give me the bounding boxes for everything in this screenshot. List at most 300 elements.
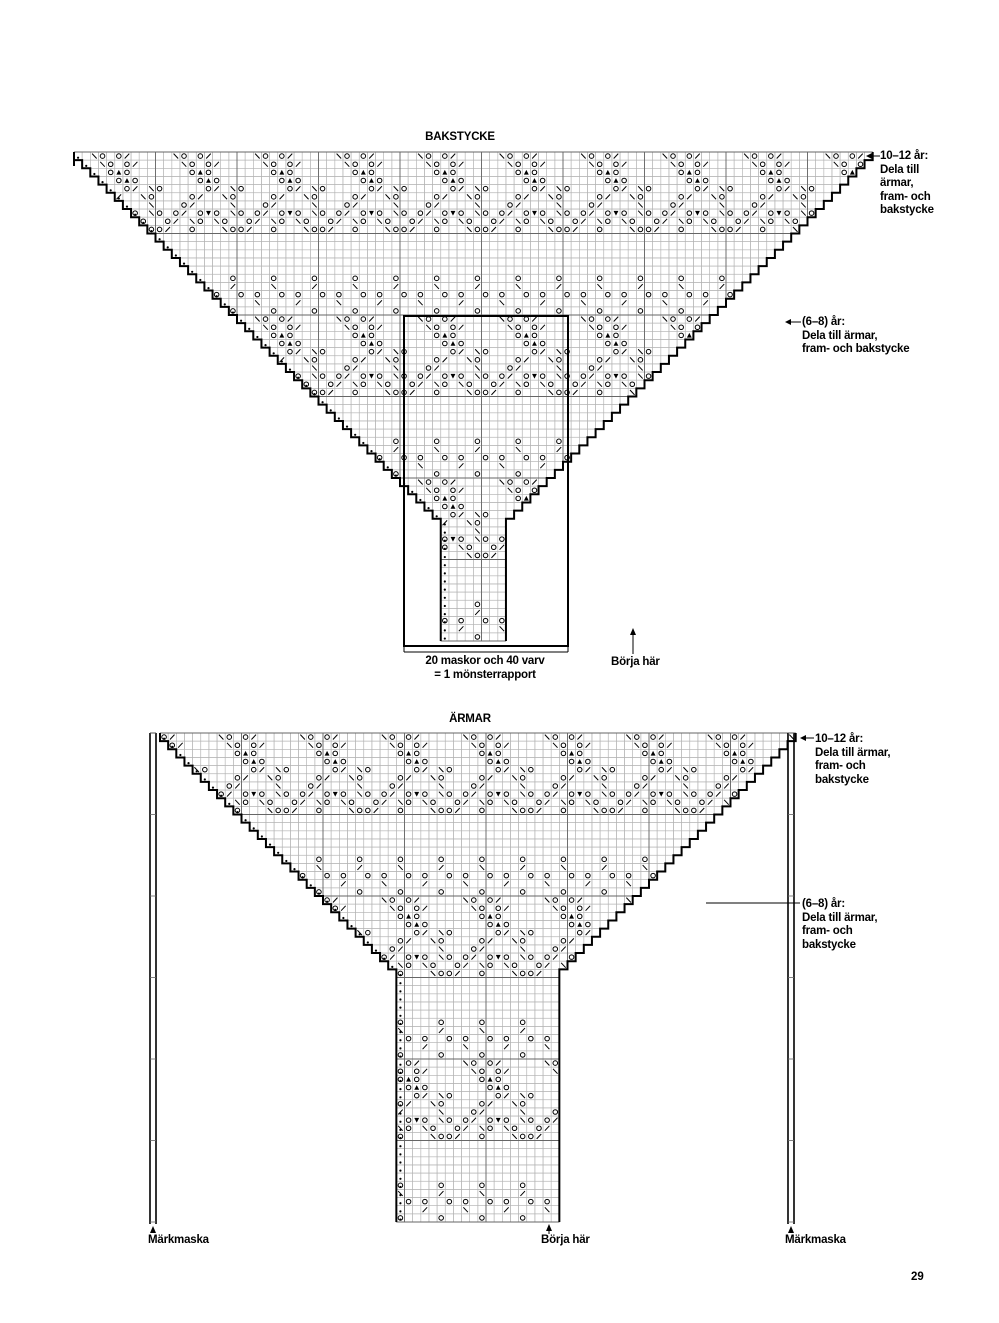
grid-cell <box>396 912 404 920</box>
ssk-backslash <box>540 382 545 387</box>
grid-cell <box>433 168 441 176</box>
ssk-backslash <box>100 162 105 167</box>
grid-cell <box>490 592 498 600</box>
grid-cell <box>690 823 698 831</box>
grid-cell <box>604 364 612 372</box>
yarn-over-circle <box>394 227 399 232</box>
grid-cell <box>555 217 563 225</box>
grid-cell <box>530 470 538 478</box>
yarn-over-circle <box>263 154 268 159</box>
double-decrease-down-triangle <box>777 211 782 216</box>
grid-cell <box>457 282 465 290</box>
grid-cell <box>482 388 490 396</box>
grid-cell <box>514 462 522 470</box>
grid-cell <box>176 733 184 741</box>
grid-cell <box>470 749 478 757</box>
grid-cell <box>294 364 302 372</box>
ssk-backslash <box>263 325 268 330</box>
grid-cell <box>421 945 429 953</box>
grid-cell <box>568 872 576 880</box>
grid-cell <box>498 160 506 168</box>
grid-cell <box>579 356 587 364</box>
grid-cell <box>628 176 636 184</box>
grid-cell <box>568 798 576 806</box>
edge-dot <box>444 540 446 542</box>
yarn-over-circle <box>353 390 358 395</box>
grid-cell <box>608 839 616 847</box>
grid-cell <box>315 823 323 831</box>
yarn-over-circle <box>239 292 244 297</box>
grid-cell <box>433 291 441 299</box>
edge-dot <box>85 165 87 167</box>
grid-cell <box>367 160 375 168</box>
grid-cell <box>364 790 372 798</box>
grid-cell <box>457 176 465 184</box>
yarn-over-circle <box>198 154 203 159</box>
grid-cell <box>433 462 441 470</box>
grid-cell <box>465 429 473 437</box>
grid-cell <box>204 185 212 193</box>
grid-cell <box>714 806 722 814</box>
grid-cell <box>237 209 245 217</box>
grid-cell <box>470 912 478 920</box>
grid-cell <box>453 920 461 928</box>
grid-cell <box>498 454 506 462</box>
grid-cell <box>188 152 196 160</box>
grid-cell <box>653 209 661 217</box>
k2tog-slash <box>720 284 725 289</box>
grid-cell <box>347 920 355 928</box>
grid-cell <box>714 798 722 806</box>
grid-cell <box>641 815 649 823</box>
grid-cell <box>172 250 180 258</box>
grid-cell <box>490 445 498 453</box>
grid-cell <box>172 225 180 233</box>
grid-cell <box>514 348 522 356</box>
yarn-over-circle <box>532 186 537 191</box>
grid-cell <box>498 176 506 184</box>
grid-cell <box>221 274 229 282</box>
grid-cell <box>543 774 551 782</box>
grid-cell <box>579 437 587 445</box>
grid-cell <box>649 766 657 774</box>
grid-cell <box>677 266 685 274</box>
grid-cell <box>759 234 767 242</box>
grid-cell <box>473 258 481 266</box>
grid-cell <box>392 470 400 478</box>
grid-cell <box>319 225 327 233</box>
grid-cell <box>816 152 824 160</box>
grid-cell <box>424 201 432 209</box>
grid-cell <box>307 847 315 855</box>
double-decrease-up-triangle <box>288 341 293 346</box>
grid-cell <box>571 445 579 453</box>
grid-cell <box>429 766 437 774</box>
yarn-over-circle <box>263 203 268 208</box>
ssk-backslash <box>760 219 765 224</box>
grid-cell <box>579 429 587 437</box>
double-decrease-up-triangle <box>605 170 610 175</box>
grid-cell <box>482 560 490 568</box>
grid-cell <box>522 160 530 168</box>
k2tog-slash <box>638 284 643 289</box>
grid-cell <box>319 217 327 225</box>
grid-cell <box>441 592 449 600</box>
double-decrease-up-triangle <box>288 178 293 183</box>
grid-cell <box>384 209 392 217</box>
grid-cell <box>196 201 204 209</box>
ssk-backslash <box>304 357 309 362</box>
grid-cell <box>693 217 701 225</box>
grid-cell <box>596 388 604 396</box>
grid-cell <box>486 1002 494 1010</box>
grid-cell <box>408 201 416 209</box>
grid-cell <box>522 445 530 453</box>
grid-cell <box>563 307 571 315</box>
grid-cell <box>408 454 416 462</box>
grid-cell <box>514 193 522 201</box>
grid-cell <box>543 806 551 814</box>
grid-cell <box>413 1002 421 1010</box>
grid-cell <box>302 250 310 258</box>
grid-cell <box>286 242 294 250</box>
k2tog-slash <box>418 219 423 224</box>
grid-cell <box>702 266 710 274</box>
grid-cell <box>759 225 767 233</box>
grid-cell <box>408 478 416 486</box>
grid-cell <box>319 176 327 184</box>
grid-cell <box>376 225 384 233</box>
grid-cell <box>612 193 620 201</box>
grid-cell <box>579 225 587 233</box>
ssk-backslash <box>663 154 668 159</box>
grid-cell <box>657 766 665 774</box>
grid-cell <box>641 823 649 831</box>
grid-cell <box>698 741 706 749</box>
grid-cell <box>449 413 457 421</box>
grid-cell <box>543 912 551 920</box>
grid-cell <box>494 904 502 912</box>
yarn-over-circle <box>483 618 488 623</box>
grid-cell <box>449 388 457 396</box>
grid-cell <box>543 872 551 880</box>
grid-cell <box>587 291 595 299</box>
grid-cell <box>278 291 286 299</box>
ssk-backslash <box>149 186 154 191</box>
grid-cell <box>462 782 470 790</box>
grid-cell <box>543 839 551 847</box>
grid-cell <box>657 839 665 847</box>
grid-cell <box>832 185 840 193</box>
grid-cell <box>625 855 633 863</box>
grid-cell <box>416 421 424 429</box>
grid-cell <box>424 152 432 160</box>
grid-cell <box>433 242 441 250</box>
grid-cell <box>323 823 331 831</box>
grid-cell <box>522 380 530 388</box>
grid-cell <box>388 815 396 823</box>
yarn-over-circle <box>426 203 431 208</box>
grid-cell <box>364 798 372 806</box>
grid-cell <box>286 234 294 242</box>
grid-cell <box>628 201 636 209</box>
grid-cell <box>462 815 470 823</box>
grid-cell <box>290 749 298 757</box>
k2tog-slash <box>133 186 138 191</box>
yarn-over-circle <box>711 219 716 224</box>
grid-cell <box>294 234 302 242</box>
grid-cell <box>364 815 372 823</box>
grid-cell <box>767 176 775 184</box>
grid-cell <box>530 274 538 282</box>
grid-cell <box>164 176 172 184</box>
grid-cell <box>633 847 641 855</box>
grid-cell <box>731 782 739 790</box>
grid-cell <box>351 323 359 331</box>
grid-cell <box>775 160 783 168</box>
grid-cell <box>669 176 677 184</box>
grid-cell <box>405 904 413 912</box>
grid-cell <box>453 1026 461 1034</box>
grid-cell <box>429 863 437 871</box>
grid-cell <box>470 1026 478 1034</box>
grid-cell <box>270 315 278 323</box>
grid-cell <box>282 806 290 814</box>
grid-cell <box>331 774 339 782</box>
grid-cell <box>356 855 364 863</box>
grid-cell <box>649 798 657 806</box>
grid-cell <box>502 855 510 863</box>
grid-cell <box>576 904 584 912</box>
grid-cell <box>579 201 587 209</box>
grid-cell <box>457 576 465 584</box>
grid-cell <box>600 839 608 847</box>
grid-cell <box>437 798 445 806</box>
yarn-over-circle <box>516 390 521 395</box>
grid-cell <box>482 462 490 470</box>
grid-cell <box>343 250 351 258</box>
grid-cell <box>645 168 653 176</box>
grid-cell <box>421 774 429 782</box>
yarn-over-circle <box>288 186 293 191</box>
grid-cell <box>453 896 461 904</box>
grid-cell <box>82 160 90 168</box>
grid-cell <box>384 152 392 160</box>
grid-cell <box>669 274 677 282</box>
grid-cell <box>408 364 416 372</box>
yarn-over-circle <box>443 455 448 460</box>
grid-cell <box>653 193 661 201</box>
grid-cell <box>188 209 196 217</box>
grid-cell <box>331 741 339 749</box>
grid-cell <box>547 380 555 388</box>
grid-cell <box>319 168 327 176</box>
grid-cell <box>677 185 685 193</box>
grid-cell <box>685 152 693 160</box>
grid-cell <box>400 274 408 282</box>
ssk-backslash <box>475 374 480 379</box>
grid-cell <box>502 1018 510 1026</box>
grid-cell <box>196 185 204 193</box>
grid-cell <box>376 209 384 217</box>
yarn-over-circle <box>214 211 219 216</box>
grid-cell <box>416 225 424 233</box>
grid-cell <box>347 896 355 904</box>
yarn-over-circle <box>149 195 154 200</box>
grid-cell <box>510 986 518 994</box>
grid-cell <box>351 315 359 323</box>
grid-cell <box>327 250 335 258</box>
grid-cell <box>559 920 567 928</box>
grid-cell <box>653 258 661 266</box>
grid-cell <box>282 741 290 749</box>
grid-cell <box>759 193 767 201</box>
yarn-over-circle <box>402 211 407 216</box>
edge-dot <box>395 474 397 476</box>
grid-cell <box>486 888 494 896</box>
grid-cell <box>441 445 449 453</box>
edge-dot <box>411 491 413 493</box>
grid-cell <box>620 291 628 299</box>
grid-cell <box>416 413 424 421</box>
ssk-backslash <box>581 317 586 322</box>
grid-cell <box>470 855 478 863</box>
grid-cell <box>816 176 824 184</box>
grid-cell <box>384 258 392 266</box>
grid-cell <box>685 266 693 274</box>
yarn-over-circle <box>157 227 162 232</box>
grid-cell <box>633 863 641 871</box>
ssk-backslash <box>337 317 342 322</box>
grid-cell <box>421 757 429 765</box>
grid-cell <box>494 945 502 953</box>
grid-cell <box>156 217 164 225</box>
yarn-over-circle <box>516 195 521 200</box>
k2tog-slash <box>214 162 219 167</box>
grid-cell <box>657 823 665 831</box>
grid-cell <box>530 168 538 176</box>
yarn-over-circle <box>524 154 529 159</box>
grid-cell <box>669 282 677 290</box>
grid-cell <box>527 1018 535 1026</box>
k2tog-slash <box>165 227 170 232</box>
yarn-over-circle <box>418 455 423 460</box>
grid-cell <box>568 888 576 896</box>
ssk-backslash <box>385 194 390 199</box>
grid-cell <box>465 258 473 266</box>
k2tog-slash <box>532 154 537 159</box>
grid-cell <box>441 364 449 372</box>
grid-cell <box>693 250 701 258</box>
grid-cell <box>742 225 750 233</box>
grid-cell <box>424 217 432 225</box>
grid-cell <box>677 225 685 233</box>
grid-cell <box>339 863 347 871</box>
grid-cell <box>339 839 347 847</box>
grid-cell <box>356 888 364 896</box>
grid-cell <box>429 823 437 831</box>
grid-cell <box>706 806 714 814</box>
k2tog-slash <box>451 154 456 159</box>
grid-cell <box>356 896 364 904</box>
grid-cell <box>494 880 502 888</box>
grid-cell <box>543 1018 551 1026</box>
grid-cell <box>274 831 282 839</box>
grid-cell <box>380 749 388 757</box>
grid-cell <box>307 872 315 880</box>
grid-cell <box>294 274 302 282</box>
grid-cell <box>555 266 563 274</box>
grid-cell <box>416 494 424 502</box>
grid-cell <box>604 405 612 413</box>
grid-cell <box>592 896 600 904</box>
grid-cell <box>755 766 763 774</box>
grid-cell <box>551 839 559 847</box>
grid-cell <box>339 749 347 757</box>
grid-cell <box>302 258 310 266</box>
grid-cell <box>604 372 612 380</box>
grid-cell <box>335 274 343 282</box>
grid-cell <box>319 160 327 168</box>
grid-cell <box>384 331 392 339</box>
grid-cell <box>213 193 221 201</box>
grid-cell <box>286 258 294 266</box>
grid-cell <box>506 331 514 339</box>
grid-cell <box>465 282 473 290</box>
grid-cell <box>307 766 315 774</box>
grid-cell <box>482 405 490 413</box>
grid-cell <box>339 757 347 765</box>
grid-cell <box>441 339 449 347</box>
ssk-backslash <box>222 227 227 232</box>
grid-cell <box>482 592 490 600</box>
grid-cell <box>384 291 392 299</box>
yarn-over-circle <box>345 317 350 322</box>
grid-cell <box>323 839 331 847</box>
grid-cell <box>490 560 498 568</box>
k2tog-slash <box>703 300 708 305</box>
grid-cell <box>519 978 527 986</box>
grid-cell <box>490 250 498 258</box>
yarn-over-circle <box>475 358 480 363</box>
grid-cell <box>633 831 641 839</box>
grid-cell <box>307 831 315 839</box>
grid-cell <box>453 1002 461 1010</box>
grid-cell <box>380 920 388 928</box>
grid-cell <box>376 454 384 462</box>
grid-cell <box>677 234 685 242</box>
ssk-backslash <box>312 366 317 371</box>
k2tog-slash <box>434 366 439 371</box>
grid-cell <box>543 937 551 945</box>
grid-cell <box>408 193 416 201</box>
grid-cell <box>579 282 587 290</box>
grid-cell <box>441 348 449 356</box>
grid-cell <box>559 937 567 945</box>
grid-cell <box>649 872 657 880</box>
grid-cell <box>498 584 506 592</box>
k2tog-slash <box>695 317 700 322</box>
k2tog-slash <box>614 154 619 159</box>
grid-cell <box>193 733 201 741</box>
grid-cell <box>473 519 481 527</box>
grid-cell <box>242 757 250 765</box>
grid-cell <box>661 209 669 217</box>
grid-cell <box>213 225 221 233</box>
yarn-over-circle <box>597 358 602 363</box>
grid-cell <box>424 454 432 462</box>
grid-cell <box>636 315 644 323</box>
